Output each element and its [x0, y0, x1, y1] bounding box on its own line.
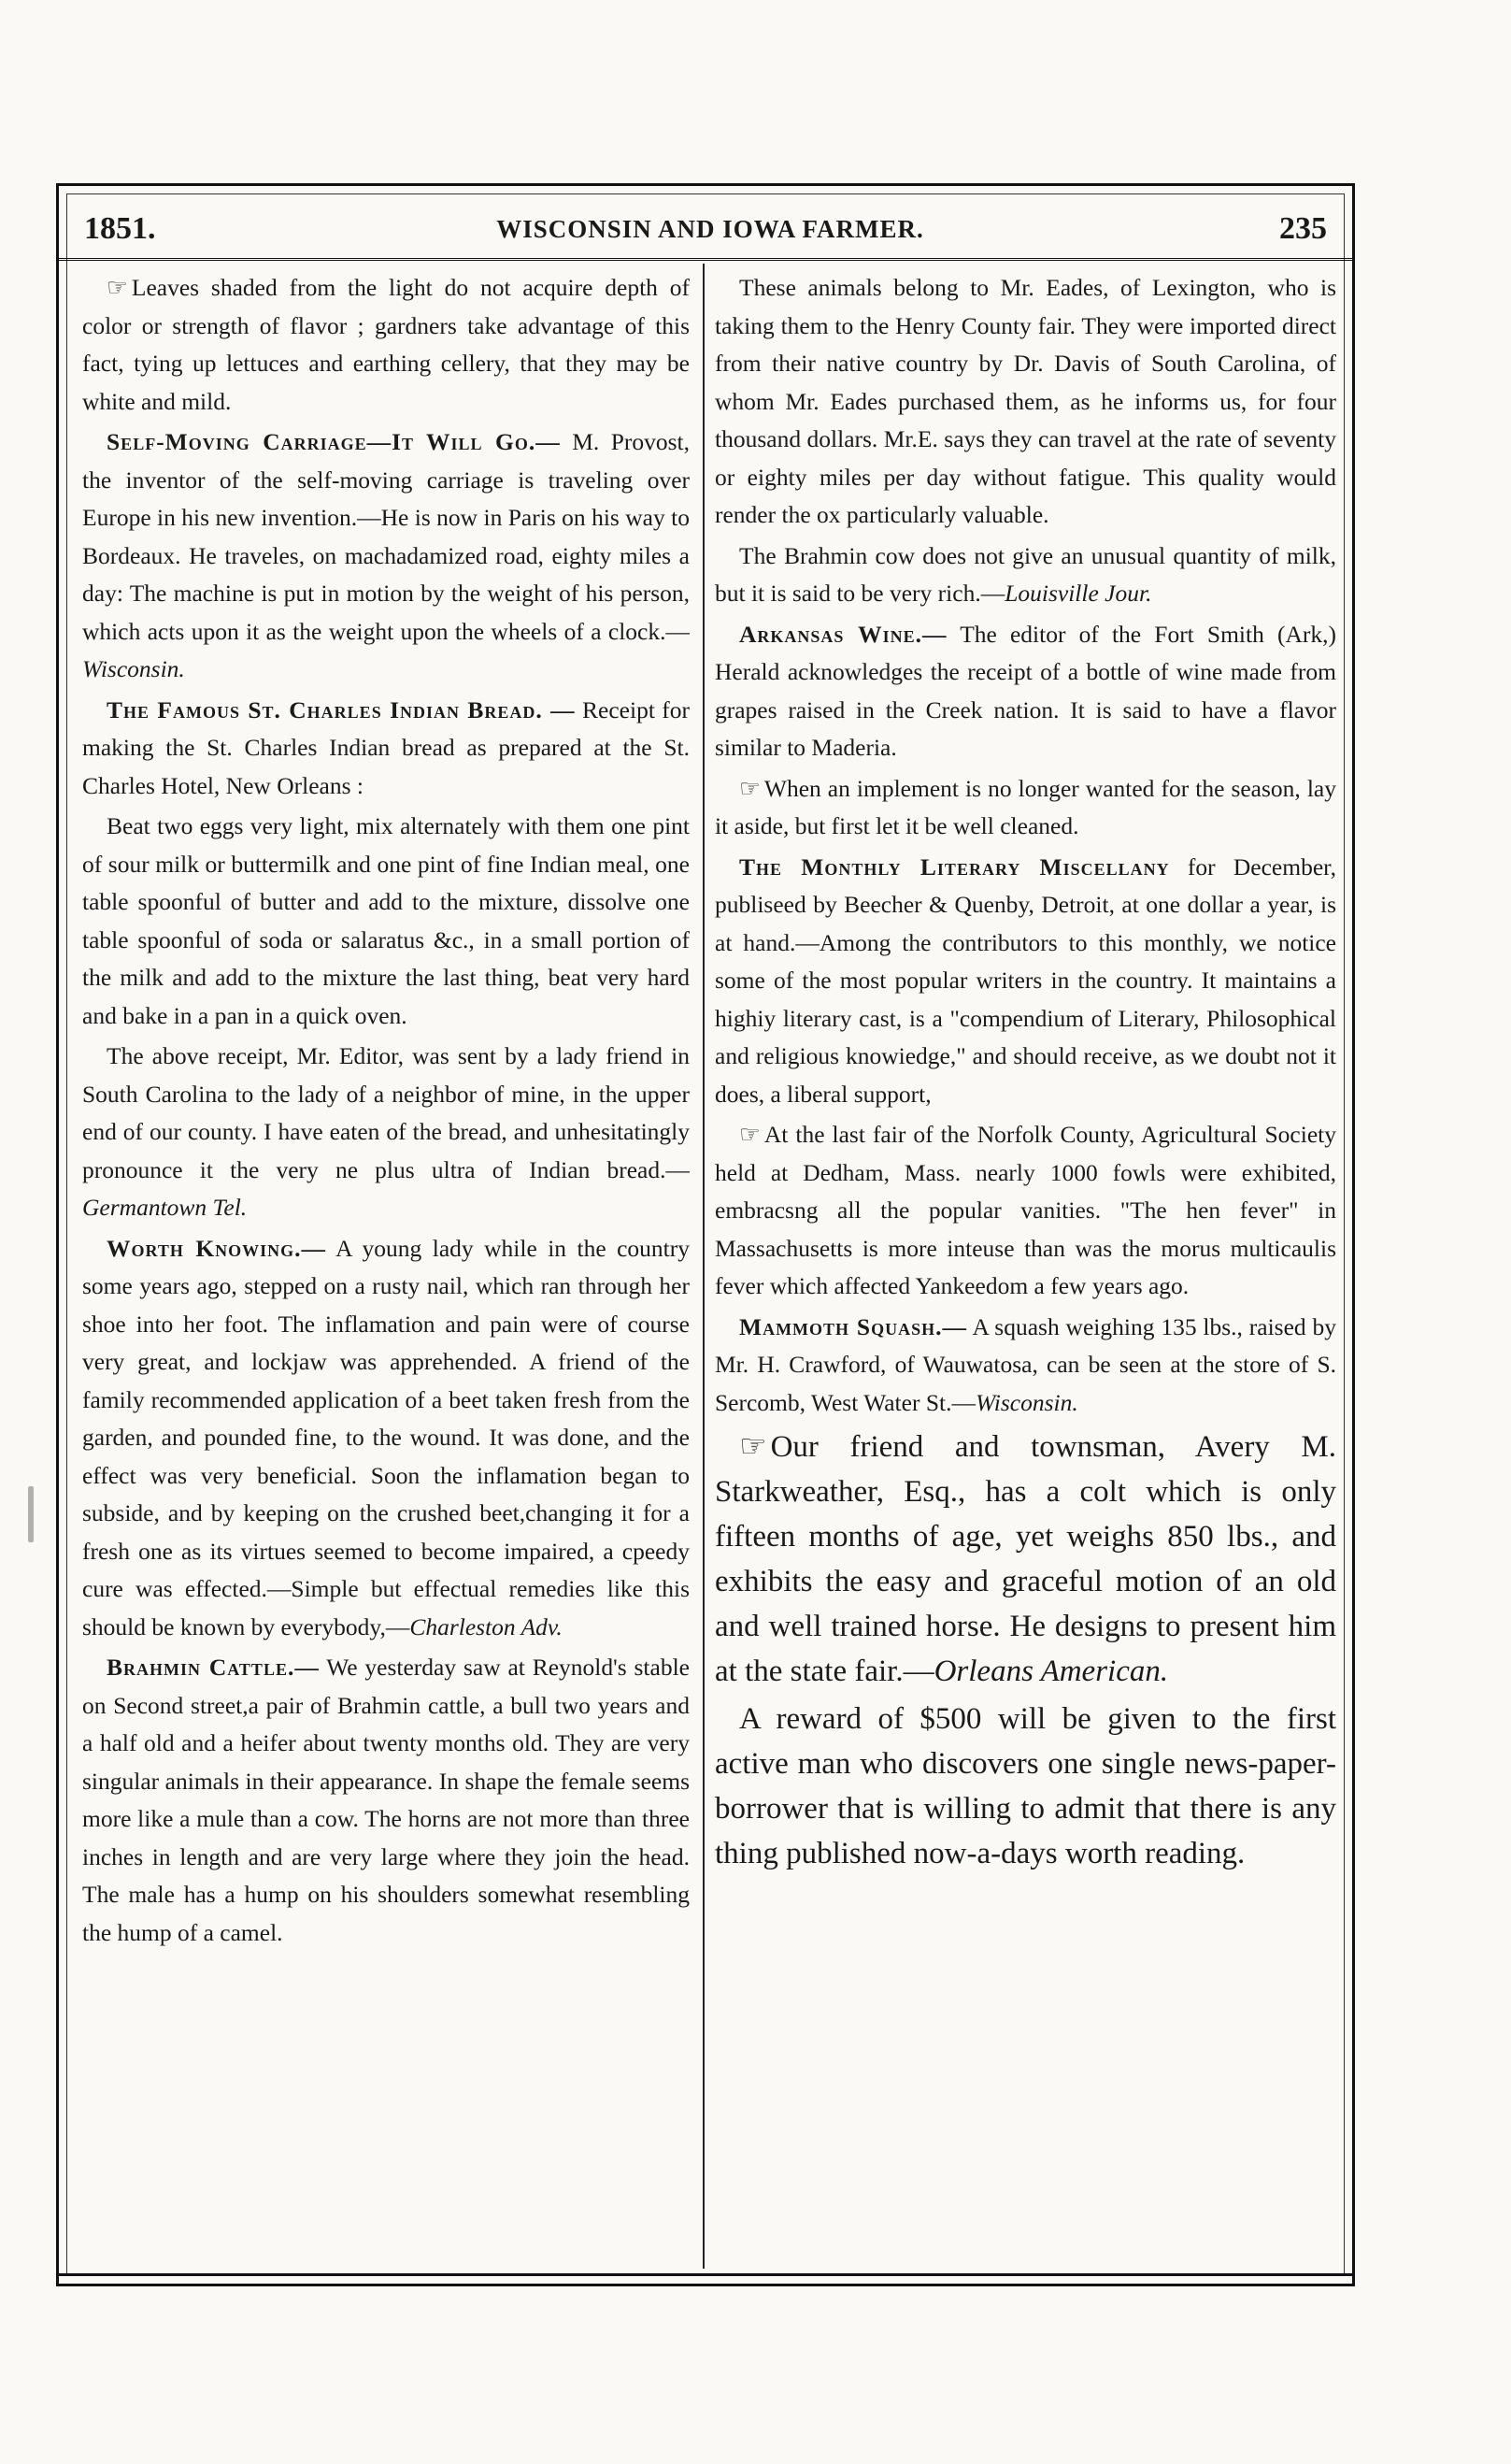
- article-source: Louisville Jour.: [1005, 580, 1152, 607]
- article-text: M. Provost, the inventor of the self-moving carriage is traveling over Europe in his new invention.—He is now in Paris on his way to Bordeaux. He traveles, on machadamized road, eighty miles a day: The machine is put in motion by the weight of his person, which acts upon it as the weight upon the wheels of a clock.—: [82, 428, 690, 645]
- article-paragraph: [715, 770, 1336, 846]
- article-text: We yesterday saw at Reynold's stable on Second street,a pair of Brahmin cattle, a bull two years and a half old and a heifer about twenty months old. They are very singular animals in their appearance. In shape the female seems more like a mule than a cow. The horns are not more than three inches in length and are very large where they join the head. The male has a hump on his shoulders somewhat resembling the hump of a camel.: [82, 1654, 690, 1946]
- article-text: At the last fair of the Norfolk County, Agricultural Society held at Dedham, Mass. nearly 1000 fowls were exhibited, embracsng all the popular vanities. "The hen fever" in Massachusetts is more inteuse than was the morus multicaulis fever which affected Yankeedom a few years ago.: [715, 1121, 1336, 1299]
- article-source: Wisconsin.: [975, 1388, 1078, 1416]
- page-header: [84, 211, 1336, 258]
- article-text: A squash weighing 135 lbs., raised by Mr. H. Crawford, of Wauwatosa, can be seen at the store of S. Sercomb, West Water St.—: [715, 1312, 1336, 1416]
- article-heading: Mammoth Squash.—: [739, 1312, 967, 1340]
- article-text: The editor of the Fort Smith (Ark,) Herald acknowledges the receipt of a bottle of wine made from grapes raised in the Creek nation. It is said to have a flavor similar to Maderia.: [715, 620, 1336, 761]
- article-paragraph: [82, 269, 690, 421]
- left-column: [82, 269, 690, 2242]
- article-text: A young lady while in the country some years ago, stepped on a rusty nail, which ran through her shoe into her foot. The inflamation and pain were of course very great, and lockjaw was apprehended. A friend of the family recommended application of a beet taken fresh from the garden, and pounded fine, to the wound. It was done, and the effect was very beneficial. Soon the inflamation began to subside, and by keeping on the crushed beet,changing it for a fresh one as its virtues seemed to become impaired, a cpeedy cure was effected.—Simple but effectual remedies like this should be known by everybody,—: [82, 1234, 690, 1640]
- header-year: 1851.: [84, 211, 156, 246]
- article-paragraph: [82, 423, 690, 689]
- article-source: Charleston Adv.: [409, 1612, 563, 1640]
- header-page-number: 235: [1279, 211, 1327, 246]
- article-source: Orleans American.: [934, 1655, 1169, 1688]
- article-paragraph: [715, 616, 1336, 767]
- article-text: Receipt for making the St. Charles Indian bread as prepared at the St. Charles Hotel, New Orleans :: [82, 695, 690, 799]
- article-paragraph: [715, 1425, 1336, 1694]
- article-paragraph: [82, 1038, 690, 1227]
- header-rule: [56, 258, 1355, 261]
- column-divider: [703, 264, 705, 2269]
- article-heading: The Famous St. Charles Indian Bread. —: [107, 695, 576, 723]
- article-heading: Brahmin Cattle.—: [107, 1654, 320, 1681]
- article-heading: Self-Moving Carriage—It Will Go.—: [107, 428, 561, 455]
- article-text: These animals belong to Mr. Eades, of Lexington, who is taking them to the Henry County fair. They were imported direct from their native country by Dr. Davis of South Carolina, of whom Mr. Eades purchased them, as he informs us, for four thousand dollars. Mr.E. says they can travel at the rate of seventy or eighty miles per day without fatigue. This quality would render the ox particularly valuable.: [715, 274, 1336, 528]
- article-text: The Brahmin cow does not give an unusual quantity of milk, but it is said to be very rich.—: [715, 541, 1336, 607]
- article-paragraph: [715, 1116, 1336, 1306]
- article-source: Germantown Tel.: [82, 1194, 248, 1221]
- article-text: for December, publiseed by Beecher & Quenby, Detroit, at one dollar a year, is at hand.—Among the contributors to this monthly, we notice some of the most popular writers in the country. It maintains a highiy literary cast, is a "compendium of Literary, Philosophical and religious knowiedge," and should receive, as we doubt not it does, a liberal support,: [715, 852, 1336, 1108]
- article-paragraph: [715, 1697, 1336, 1876]
- article-paragraph: [715, 269, 1336, 535]
- pointing-hand-icon: ☞: [739, 774, 761, 802]
- article-paragraph: [715, 537, 1336, 613]
- article-heading: Arkansas Wine.—: [739, 620, 948, 648]
- header-title: WISCONSIN AND IOWA FARMER.: [496, 215, 924, 243]
- article-heading: Worth Knowing.—: [107, 1234, 327, 1262]
- article-text: Our friend and townsman, Avery M. Starkweather, Esq., has a colt which is only fifteen months of age, yet weighs 850 lbs., and exhibits the easy and graceful motion of an old and well trained horse. He designs to present him at the state fair.—: [715, 1430, 1336, 1688]
- article-paragraph: [715, 849, 1336, 1114]
- article-paragraph: [82, 692, 690, 806]
- article-paragraph: [715, 1309, 1336, 1423]
- article-heading: The Monthly Literary Miscellany: [739, 852, 1170, 881]
- pointing-hand-icon: ☞: [739, 1430, 767, 1464]
- article-paragraph: [82, 1230, 690, 1647]
- pointing-hand-icon: ☞: [739, 1121, 761, 1148]
- bottom-rule: [56, 2273, 1355, 2276]
- pointing-hand-icon: ☞: [107, 274, 128, 301]
- article-text: Leaves shaded from the light do not acquire depth of color or strength of flavor ; gardners take advantage of this fact, tying up lettuces and earthing cellery, that they may be white and mild.: [82, 274, 690, 415]
- article-text: The above receipt, Mr. Editor, was sent by a lady friend in South Carolina to the lady of a neighbor of mine, in the upper end of our county. I have eaten of the bread, and unhesitatingly pronounce it the very ne plus ultra of Indian bread.—: [82, 1042, 690, 1183]
- article-text: When an implement is no longer wanted for the season, lay it aside, but first let it be well cleaned.: [715, 774, 1336, 839]
- binding-mark: [28, 1486, 34, 1542]
- article-paragraph: [82, 808, 690, 1035]
- right-column: [715, 269, 1336, 2242]
- article-text: A reward of $500 will be given to the first active man who discovers one single news-paper-borrower that is willing to admit that there is any thing published now-a-days worth reading.: [715, 1702, 1336, 1870]
- article-text: Beat two eggs very light, mix alternately with them one pint of sour milk or buttermilk and one pint of fine Indian meal, one table spoonful of butter and add to the mixture, dissolve one table spoonful of soda or salaratus &c., in a small portion of the milk and add to the mixture the last thing, beat very hard and bake in a pan in a quick oven.: [82, 812, 690, 1029]
- article-paragraph: [82, 1649, 690, 1952]
- article-source: Wisconsin.: [82, 655, 185, 682]
